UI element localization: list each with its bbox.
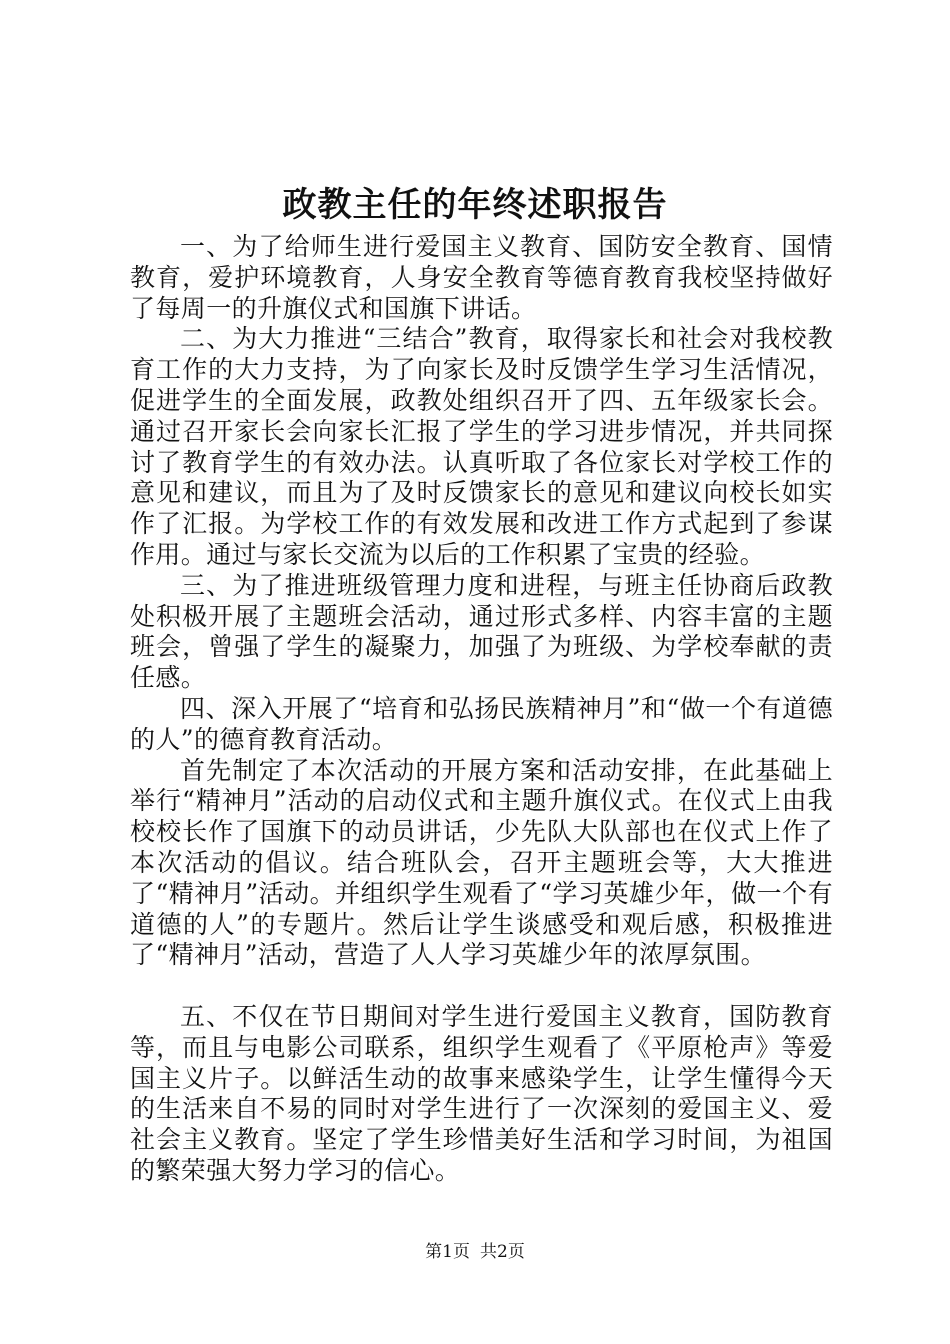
paragraph-6: 五、不仅在节日期间对学生进行爱国主义教育，国防教育等，而且与电影公司联系，组织学生观看了《平原枪声》等爱国主义片子。以鲜活生动的故事来感染学生，让学生懂得今天的生活来自不易的同时对学生进行了一次深刻的爱国主义、爱社会主义教育。坚定了学生珍惜美好生活和学习时间，为祖国的繁荣强大努力学习的信心。 <box>130 1001 833 1185</box>
paragraph-4: 四、深入开展了“培育和弘扬民族精神月”和“做一个有道德的人”的德育教育活动。 <box>130 693 833 754</box>
paragraph-5: 首先制定了本次活动的开展方案和活动安排，在此基础上举行“精神月”活动的启动仪式和主题升旗仪式。在仪式上由我校校长作了国旗下的动员讲话，少先队大队部也在仪式上作了本次活动的倡议。结合班队会，召开主题班会等，大大推进了“精神月”活动。并组织学生观看了“学习英雄少年，做一个有道德的人”的专题片。然后让学生谈感受和观后感，积极推进了“精神月”活动，营造了人人学习英雄少年的浓厚氛围。 <box>130 755 833 970</box>
document-title: 政教主任的年终述职报告 <box>282 185 668 225</box>
page-total: 共2页 <box>480 1242 525 1262</box>
paragraph-1: 一、为了给师生进行爱国主义教育、国防安全教育、国情教育，爱护环境教育，人身安全教育等德育教育我校坚持做好了每周一的升旗仪式和国旗下讲话。 <box>130 232 833 323</box>
page-number: 第1页 <box>425 1242 470 1262</box>
paragraph-2: 二、为大力推进“三结合”教育，取得家长和社会对我校教育工作的大力支持，为了向家长及时反馈学生学习生活情况，促进学生的全面发展，政教处组织召开了四、五年级家长会。通过召开家长会向家长汇报了学生的学习进步情况，并共同探讨了教育学生的有效办法。认真听取了各位家长对学校工作的意见和建议，而且为了及时反馈家长的意见和建议向校长如实作了汇报。为学校工作的有效发展和改进工作方式起到了参谋作用。通过与家长交流为以后的工作积累了宝贵的经验。 <box>130 324 833 569</box>
paragraph-3: 三、为了推进班级管理力度和进程，与班主任协商后政教处积极开展了主题班会活动，通过形式多样、内容丰富的主题班会，曾强了学生的凝聚力，加强了为班级、为学校奉献的责任感。 <box>130 570 833 693</box>
paragraph-spacer <box>130 971 833 1002</box>
document-body <box>130 232 833 1187</box>
page-footer <box>0 1240 950 1264</box>
